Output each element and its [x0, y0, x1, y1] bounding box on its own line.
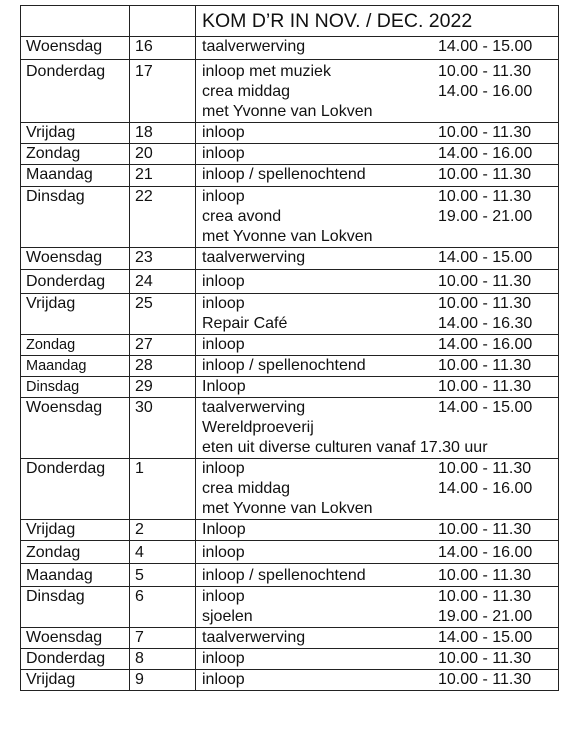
activity-line [202, 566, 558, 586]
schedule-title: KOM D’R IN NOV. / DEC. 2022 [196, 6, 559, 37]
activity-cell [196, 377, 559, 398]
activity-time: 14.00 - 15.00 [438, 399, 533, 416]
activity-name: inloop [202, 295, 245, 312]
activity-time: 10.00 - 11.30 [438, 460, 532, 477]
activity-line [202, 459, 558, 479]
activity-cell [196, 294, 559, 335]
activity-line [202, 82, 558, 102]
activity-line [202, 356, 558, 376]
date-cell: 30 [130, 398, 196, 459]
activity-name: inloop [202, 336, 245, 353]
activity-name: taalverwerving [202, 629, 306, 646]
activity-name: inloop / spellenochtend [202, 567, 366, 584]
activity-cell [196, 649, 559, 670]
activity-cell [196, 587, 559, 628]
activity-name: inloop [202, 124, 245, 141]
activity-line [202, 543, 558, 563]
activity-name: met Yvonne van Lokven [202, 228, 373, 245]
activity-name: taalverwerving [202, 399, 306, 416]
activity-cell [196, 356, 559, 377]
table-row [21, 587, 559, 628]
day-cell: Maandag [21, 165, 130, 187]
activity-time: 14.00 - 16.00 [438, 83, 533, 100]
table-row [21, 123, 559, 144]
activity-time: 10.00 - 11.30 [438, 124, 532, 141]
activity-cell [196, 37, 559, 60]
activity-time: 10.00 - 11.30 [438, 63, 532, 80]
day-cell: Donderdag [21, 270, 130, 294]
table-row [21, 165, 559, 187]
day-cell: Dinsdag [21, 587, 130, 628]
activity-time: 10.00 - 11.30 [438, 188, 532, 205]
activity-cell [196, 564, 559, 587]
activity-time: 14.00 - 16.00 [438, 544, 533, 561]
activity-time: 19.00 - 21.00 [438, 608, 533, 625]
activity-line [202, 520, 558, 540]
day-cell: Zondag [21, 541, 130, 564]
day-cell: Maandag [21, 564, 130, 587]
activity-line [202, 607, 558, 627]
activity-line [202, 670, 558, 690]
activity-name: inloop met muziek [202, 63, 331, 80]
activity-name: inloop [202, 650, 245, 667]
activity-line [202, 248, 558, 268]
activity-name: Repair Café [202, 315, 288, 332]
date-cell: 17 [130, 60, 196, 123]
table-row [21, 335, 559, 356]
day-cell: Vrijdag [21, 520, 130, 541]
day-cell: Woensdag [21, 37, 130, 60]
activity-time: 14.00 - 15.00 [438, 249, 533, 266]
activity-cell [196, 248, 559, 270]
activity-line [202, 314, 558, 334]
activity-time: 10.00 - 11.30 [438, 357, 532, 374]
activity-line [202, 102, 558, 122]
table-row [21, 670, 559, 691]
date-cell: 25 [130, 294, 196, 335]
date-cell: 28 [130, 356, 196, 377]
activity-name: inloop [202, 544, 245, 561]
activity-name: inloop [202, 588, 245, 605]
activity-time: 10.00 - 11.30 [438, 567, 532, 584]
activity-line [202, 123, 558, 143]
date-cell: 21 [130, 165, 196, 187]
activity-line [202, 377, 558, 397]
activity-name: taalverwerving [202, 38, 306, 55]
date-cell: 1 [130, 459, 196, 520]
activity-line [202, 272, 558, 292]
activity-name: Inloop [202, 521, 246, 538]
activity-line [202, 438, 558, 458]
activity-name: inloop [202, 188, 245, 205]
activity-name: met Yvonne van Lokven [202, 103, 373, 120]
header-cell-day [21, 6, 130, 37]
activity-time: 10.00 - 11.30 [438, 671, 532, 688]
date-cell: 16 [130, 37, 196, 60]
activity-cell [196, 398, 559, 459]
day-cell: Donderdag [21, 60, 130, 123]
day-cell: Woensdag [21, 628, 130, 649]
table-row [21, 377, 559, 398]
activity-line [202, 37, 558, 57]
activity-cell [196, 628, 559, 649]
activity-name: inloop [202, 145, 245, 162]
table-row [21, 60, 559, 123]
activity-line [202, 335, 558, 355]
activity-time: 14.00 - 16.30 [438, 315, 533, 332]
activity-name: eten uit diverse culturen vanaf 17.30 uur [202, 439, 488, 456]
day-cell: Vrijdag [21, 670, 130, 691]
activity-cell [196, 60, 559, 123]
table-row [21, 270, 559, 294]
activity-time: 14.00 - 15.00 [438, 629, 533, 646]
day-cell: Vrijdag [21, 294, 130, 335]
activity-line [202, 587, 558, 607]
activity-name: inloop / spellenochtend [202, 166, 366, 183]
day-cell: Dinsdag [21, 377, 130, 398]
date-cell: 27 [130, 335, 196, 356]
table-row [21, 649, 559, 670]
date-cell: 20 [130, 144, 196, 165]
activity-name: inloop / spellenochtend [202, 357, 366, 374]
activity-cell [196, 541, 559, 564]
date-cell: 29 [130, 377, 196, 398]
table-row [21, 398, 559, 459]
table-row [21, 248, 559, 270]
activity-time: 10.00 - 11.30 [438, 521, 532, 538]
activity-name: inloop [202, 460, 245, 477]
table-row [21, 520, 559, 541]
date-cell: 8 [130, 649, 196, 670]
activity-line [202, 499, 558, 519]
activity-name: inloop [202, 671, 245, 688]
activity-time: 10.00 - 11.30 [438, 295, 532, 312]
activity-cell [196, 520, 559, 541]
date-cell: 2 [130, 520, 196, 541]
activity-line [202, 628, 558, 648]
date-cell: 9 [130, 670, 196, 691]
activity-cell [196, 670, 559, 691]
activity-line [202, 165, 558, 185]
schedule-body [21, 6, 559, 691]
activity-line [202, 62, 558, 82]
activity-time: 10.00 - 11.30 [438, 588, 532, 605]
table-row [21, 144, 559, 165]
day-cell: Zondag [21, 144, 130, 165]
activity-time: 19.00 - 21.00 [438, 208, 533, 225]
table-row [21, 628, 559, 649]
activity-name: crea avond [202, 208, 282, 225]
table-row [21, 459, 559, 520]
table-row [21, 564, 559, 587]
date-cell: 18 [130, 123, 196, 144]
activity-line [202, 479, 558, 499]
schedule-table [20, 5, 559, 691]
activity-line [202, 207, 558, 227]
activity-name: Wereldproeverij [202, 419, 314, 436]
activity-cell [196, 144, 559, 165]
activity-time: 14.00 - 16.00 [438, 336, 533, 353]
activity-name: taalverwerving [202, 249, 306, 266]
day-cell: Woensdag [21, 398, 130, 459]
activity-cell [196, 187, 559, 248]
activity-name: Inloop [202, 378, 246, 395]
activity-line [202, 418, 558, 438]
activity-cell [196, 123, 559, 144]
day-cell: Dinsdag [21, 187, 130, 248]
header-row [21, 6, 559, 37]
activity-name: met Yvonne van Lokven [202, 500, 373, 517]
activity-cell [196, 165, 559, 187]
activity-name: sjoelen [202, 608, 253, 625]
activity-line [202, 649, 558, 669]
activity-cell [196, 459, 559, 520]
activity-cell [196, 335, 559, 356]
table-row [21, 37, 559, 60]
activity-name: crea middag [202, 83, 291, 100]
header-cell-date [130, 6, 196, 37]
activity-time: 10.00 - 11.30 [438, 273, 532, 290]
table-row [21, 356, 559, 377]
date-cell: 5 [130, 564, 196, 587]
day-cell: Donderdag [21, 459, 130, 520]
activity-line [202, 187, 558, 207]
date-cell: 24 [130, 270, 196, 294]
activity-time: 14.00 - 16.00 [438, 480, 533, 497]
activity-time: 14.00 - 16.00 [438, 145, 533, 162]
activity-line [202, 227, 558, 247]
activity-name: inloop [202, 273, 245, 290]
activity-time: 10.00 - 11.30 [438, 650, 532, 667]
day-cell: Zondag [21, 335, 130, 356]
date-cell: 6 [130, 587, 196, 628]
date-cell: 22 [130, 187, 196, 248]
date-cell: 4 [130, 541, 196, 564]
activity-line [202, 398, 558, 418]
date-cell: 23 [130, 248, 196, 270]
day-cell: Donderdag [21, 649, 130, 670]
activity-cell [196, 270, 559, 294]
activity-time: 10.00 - 11.30 [438, 378, 532, 395]
day-cell: Vrijdag [21, 123, 130, 144]
activity-name: crea middag [202, 480, 291, 497]
activity-line [202, 144, 558, 164]
table-row [21, 187, 559, 248]
day-cell: Maandag [21, 356, 130, 377]
activity-line [202, 294, 558, 314]
table-row [21, 294, 559, 335]
table-row [21, 541, 559, 564]
activity-time: 10.00 - 11.30 [438, 166, 532, 183]
activity-time: 14.00 - 15.00 [438, 38, 533, 55]
date-cell: 7 [130, 628, 196, 649]
day-cell: Woensdag [21, 248, 130, 270]
